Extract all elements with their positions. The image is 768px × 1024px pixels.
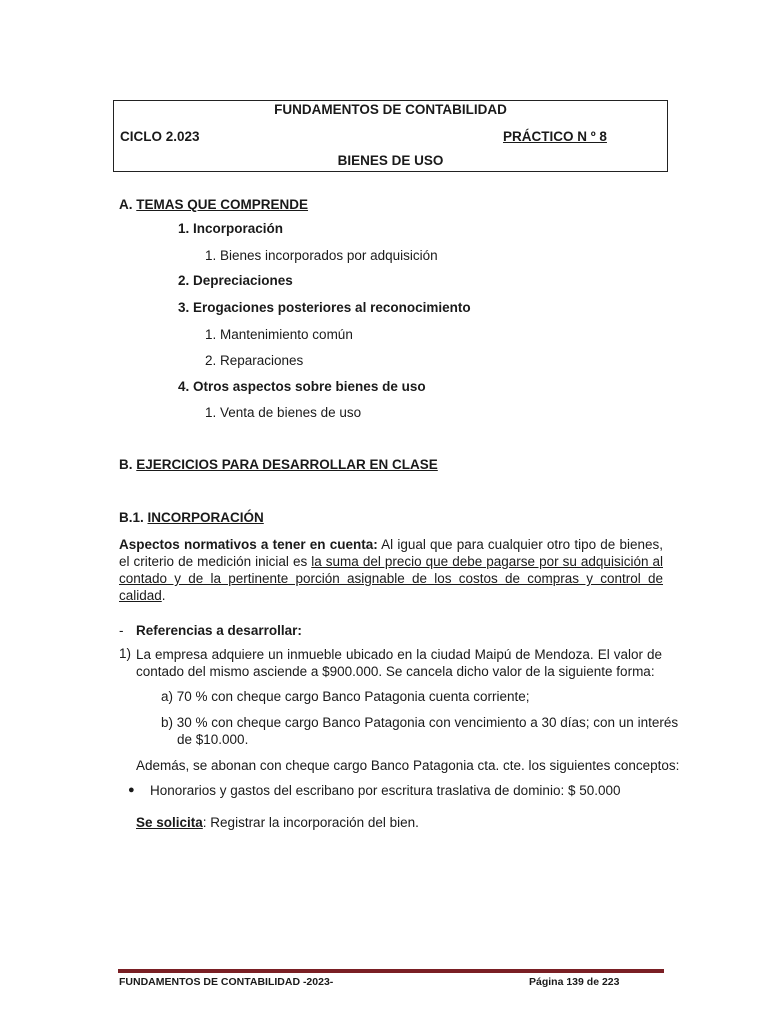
solicita-label: Se solicita <box>136 815 203 830</box>
exercise-1-option-b-line1: b) 30 % con cheque cargo Banco Patagonia con vencimiento a 30 días; con un interés <box>161 715 679 730</box>
topic-incorporacion: 1. Incorporación <box>178 221 284 236</box>
footer-page-number: Página 139 de 223 <box>529 976 620 988</box>
section-a-prefix: A. <box>119 197 137 212</box>
exercise-1-bullet-item: Honorarios y gastos del escribano por escritura traslativa de dominio: $ 50.000 <box>150 783 621 798</box>
topic-depreciaciones: 2. Depreciaciones <box>178 273 293 288</box>
cycle-label: CICLO 2.023 <box>120 129 200 144</box>
section-b-heading <box>119 457 438 472</box>
exercise-1-option-b-line2: de $10.000. <box>177 732 249 747</box>
aspects-end: . <box>161 588 166 603</box>
subtopic-reparaciones: 2. Reparaciones <box>205 353 304 368</box>
topic-otros-aspectos: 4. Otros aspectos sobre bienes de uso <box>178 379 426 394</box>
doc-title: FUNDAMENTOS DE CONTABILIDAD <box>274 102 507 117</box>
solicita-line <box>136 815 419 830</box>
exercise-1-additional: Además, se abonan con cheque cargo Banco Patagonia cta. cte. los siguientes conceptos: <box>136 758 680 773</box>
footer-rule <box>118 969 664 973</box>
section-b-prefix: B. <box>119 457 137 472</box>
solicita-text: : Registrar la incorporación del bien. <box>202 815 419 830</box>
subtopic-venta: 1. Venta de bienes de uso <box>205 405 362 420</box>
section-a-heading <box>119 197 308 212</box>
section-b1-heading <box>119 510 264 525</box>
section-b-title: EJERCICIOS PARA DESARROLLAR EN CLASE <box>136 457 438 472</box>
section-b1-title: INCORPORACIÓN <box>147 510 264 525</box>
refs-dash: - <box>119 623 124 638</box>
bullet-icon: ● <box>128 784 135 796</box>
footer-left: FUNDAMENTOS DE CONTABILIDAD -2023- <box>119 976 334 988</box>
subtopic-mantenimiento: 1. Mantenimiento común <box>205 327 353 342</box>
exercise-1-text: La empresa adquiere un inmueble ubicado en la ciudad Maipú de Mendoza. El valor de contado del mismo asciende a $900.000. Se cancela dicho valor de la siguiente forma: <box>136 647 662 679</box>
practice-number: PRÁCTICO N º 8 <box>503 129 607 144</box>
exercise-1-number: 1) <box>119 646 132 661</box>
section-b1-prefix: B.1. <box>119 510 148 525</box>
aspects-label: Aspectos normativos a tener en cuenta: <box>119 537 378 552</box>
aspects-text: Al igual que para cualquier otro tipo de bienes, el criterio de medición inicial es <box>119 537 663 569</box>
normative-aspects-paragraph <box>119 536 663 604</box>
exercise-1-option-a: a) 70 % con cheque cargo Banco Patagonia cuenta corriente; <box>161 689 530 704</box>
topic-erogaciones: 3. Erogaciones posteriores al reconocimiento <box>178 300 471 315</box>
topic-title: BIENES DE USO <box>337 153 444 168</box>
section-a-title: TEMAS QUE COMPRENDE <box>136 197 309 212</box>
refs-label: Referencias a desarrollar: <box>136 623 302 638</box>
subtopic-adquisicion: 1. Bienes incorporados por adquisición <box>205 248 438 263</box>
aspects-underlined: la suma del precio que debe pagarse por su adquisición al contado y de la pertinente porción asignable de los costos de compras y control de calidad <box>119 554 663 603</box>
